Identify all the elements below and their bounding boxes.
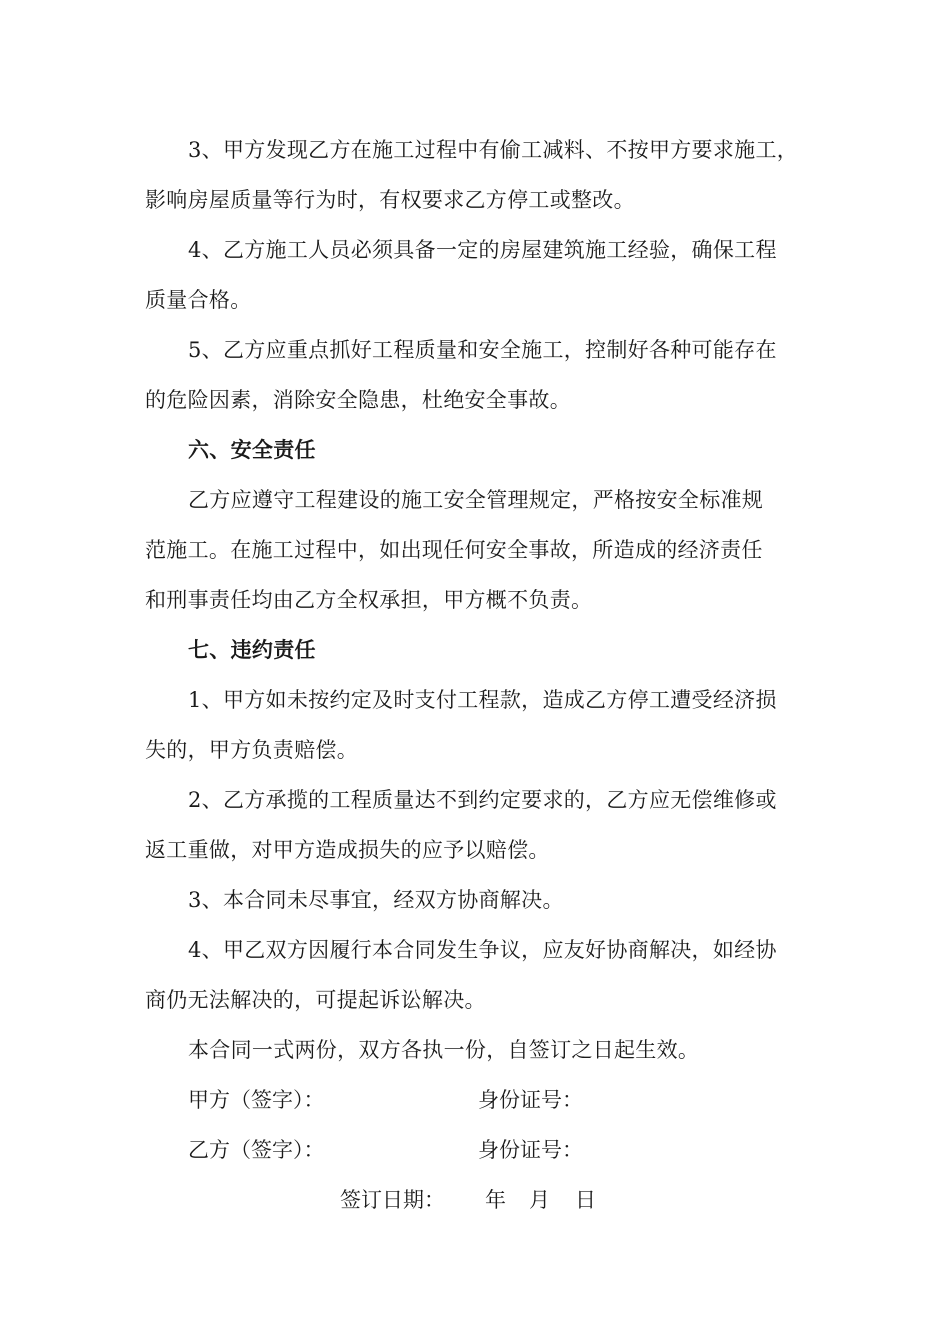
- section-7-item-4-line-2: 商仍无法解决的，可提起诉讼解决。: [145, 988, 486, 1012]
- section-6-line-3: 和刑事责任均由乙方全权承担，甲方概不负责。: [145, 588, 593, 612]
- section-7-item-1-line-2: 失的，甲方负责赔偿。: [145, 738, 358, 762]
- section-7-item-2: [145, 775, 825, 875]
- section-6-line-1: 乙方应遵守工程建设的施工安全管理规定，严格按安全标准规: [188, 488, 764, 512]
- closing-statement: [145, 1025, 825, 1075]
- party-a-id-label: 身份证号：: [478, 1088, 583, 1112]
- contract-page: [145, 125, 825, 1225]
- section-6-heading: [145, 425, 825, 475]
- date-day-label: 日: [575, 1188, 596, 1212]
- clause-4-line-2: 质量合格。: [145, 288, 252, 312]
- party-a-signature-label: 甲方（签字）：: [188, 1088, 325, 1112]
- party-b-signature-label: 乙方（签字）：: [188, 1138, 325, 1162]
- signing-date-row: [145, 1175, 825, 1225]
- party-b-id-label: 身份证号：: [478, 1138, 583, 1162]
- closing-text: 本合同一式两份，双方各执一份，自签订之日起生效。: [188, 1038, 700, 1062]
- clause-3-line-2: 影响房屋质量等行为时，有权要求乙方停工或整改。: [145, 188, 635, 212]
- section-7-item-3-line-1: 3、本合同未尽事宜，经双方协商解决。: [188, 888, 564, 912]
- clause-4-line-1: 4、乙方施工人员必须具备一定的房屋建筑施工经验，确保工程: [188, 238, 777, 262]
- clause-5-line-2: 的危险因素，消除安全隐患，杜绝安全事故。: [145, 388, 571, 412]
- section-7-heading: [145, 625, 825, 675]
- clause-5-line-1: 5、乙方应重点抓好工程质量和安全施工，控制好各种可能存在: [188, 338, 777, 362]
- party-a-signature-row: [145, 1075, 825, 1125]
- section-7-item-3: [145, 875, 825, 925]
- signing-date-label: 签订日期：: [340, 1188, 445, 1212]
- clause-4: [145, 225, 825, 325]
- section-7-item-1-line-1: 1、甲方如未按约定及时支付工程款，造成乙方停工遭受经济损: [188, 688, 777, 712]
- clause-5: [145, 325, 825, 425]
- section-7-item-4-line-1: 4、甲乙双方因履行本合同发生争议，应友好协商解决，如经协: [188, 938, 777, 962]
- section-7-item-2-line-1: 2、乙方承揽的工程质量达不到约定要求的，乙方应无偿维修或: [188, 788, 777, 812]
- section-7-item-4: [145, 925, 825, 1025]
- party-b-signature-row: [145, 1125, 825, 1175]
- section-7-item-2-line-2: 返工重做，对甲方造成损失的应予以赔偿。: [145, 838, 550, 862]
- section-7-heading-text: 七、违约责任: [188, 637, 316, 662]
- clause-3: [145, 125, 825, 225]
- section-6-body: [145, 475, 825, 625]
- section-6-heading-text: 六、安全责任: [188, 437, 316, 462]
- date-month-label: 月: [529, 1188, 550, 1212]
- date-year-label: 年: [485, 1188, 506, 1212]
- section-6-line-2: 范施工。在施工过程中，如出现任何安全事故，所造成的经济责任: [145, 538, 763, 562]
- section-7-item-1: [145, 675, 825, 775]
- clause-3-line-1: 3、甲方发现乙方在施工过程中有偷工减料、不按甲方要求施工，: [188, 138, 799, 162]
